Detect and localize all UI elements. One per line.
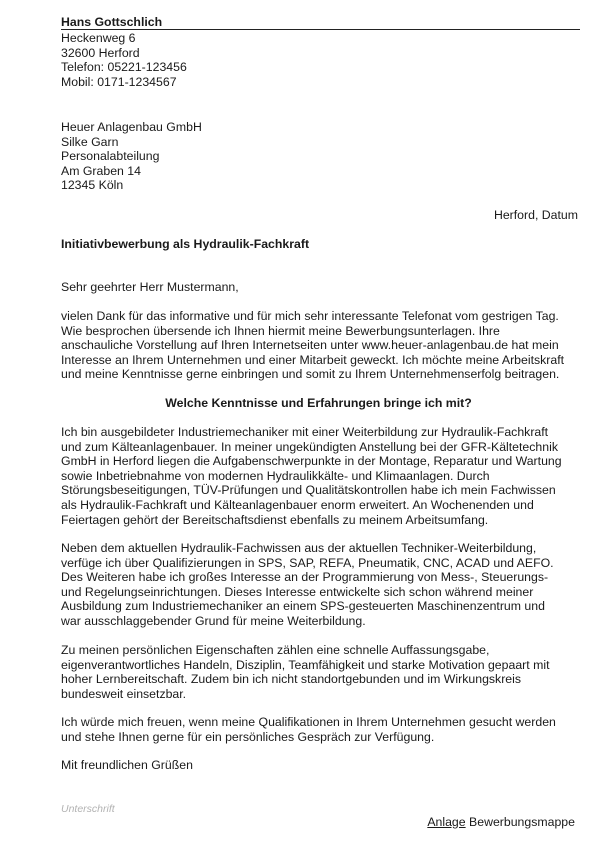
paragraph-line: Ich würde mich freuen, wenn meine Qualifikationen in Ihrem Unternehmen gesucht werden <box>61 715 556 729</box>
paragraph-line: Ich bin ausgebildeter Industriemechaniker mit einer Weiterbildung zur Hydraulik-Fachkraft <box>61 425 549 439</box>
paragraph-line: sowie Inbetriebnahme von modernen Hydraulikkälte- und Klimaanlagen. Durch <box>61 468 490 483</box>
paragraph-line: als Hydraulik-Fachkraft und Kälteanlagenbauer enorm erweitert. An Wochenenden und <box>61 497 534 512</box>
salutation-text: Sehr geehrter Herr Mustermann, <box>61 280 239 294</box>
intro-paragraph <box>61 309 581 382</box>
sender-city: 32600 Herford <box>61 45 140 60</box>
attachment-label: Anlage <box>427 815 466 829</box>
intro-line: und meine Kenntnisse gerne einbringen und somit zu Ihrem Unternehmenserfolg beitragen. <box>61 367 560 382</box>
attachment-text: Bewerbungsmappe <box>465 815 575 829</box>
paragraph-line: Störungsbeseitigungen, TÜV-Prüfungen und Qualitätskontrollen habe ich mein Fachwissen <box>61 483 556 498</box>
paragraph-line: Neben dem aktuellen Hydraulik-Fachwissen aus der aktuellen Techniker-Weiterbildung, <box>61 541 537 555</box>
sender-name: Hans Gottschlich <box>61 15 163 29</box>
greeting-text: Mit freundlichen Grüßen <box>61 758 193 772</box>
closing-paragraph <box>61 715 581 744</box>
paragraph-line: verfüge ich über Qualifizierungen in SPS, SAP, REFA, Pneumatik, CNC, ACAD und AEFO. <box>61 555 554 570</box>
sender-street: Heckenweg 6 <box>61 31 136 45</box>
intro-line: Interesse an Ihrem Unternehmen und einer Mitarbeit geweckt. Ich möchte meine Arbeitskraft <box>61 352 565 367</box>
personal-traits-paragraph <box>61 643 581 701</box>
paragraph-line: bundesweit einsetzbar. <box>61 686 187 701</box>
section-heading: Welche Kenntnisse und Erfahrungen bringe ich mit? <box>165 396 472 410</box>
greeting <box>61 758 581 773</box>
subject-line <box>61 237 581 252</box>
subject-text: Initiativbewerbung als Hydraulik-Fachkraft <box>61 237 310 251</box>
recipient-city: 12345 Köln <box>61 178 124 193</box>
signature-placeholder: Unterschrift <box>61 803 115 815</box>
recipient-company: Heuer Anlagenbau GmbH <box>61 120 202 134</box>
paragraph-line: Ausbildung zum Industriemechaniker an einem SPS-gesteuerten Maschinenzentrum und <box>61 599 545 614</box>
header-divider <box>61 29 580 30</box>
recipient-address <box>61 120 581 193</box>
paragraph-line: Feiertagen gehört der Bereitschaftsdienst ebenfalls zu meinem Arbeitsumfang. <box>61 512 489 527</box>
qualifications-paragraph <box>61 541 581 629</box>
intro-line: vielen Dank für das informative und für mich sehr interessante Telefonat vom gestrigen Tag. <box>61 309 559 323</box>
paragraph-line: und stehe Ihnen gerne für ein persönliches Gespräch zur Verfügung. <box>61 729 435 744</box>
paragraph-line: und Regelungseinrichtungen. Dieses Interesse entwickelte sich schon während meiner <box>61 584 534 599</box>
paragraph-line: GmbH in Herford liegen die Aufgabenschwerpunkte in der Montage, Reparatur und Wartung <box>61 454 562 469</box>
recipient-contact: Silke Garn <box>61 134 119 149</box>
experience-paragraph <box>61 425 581 527</box>
paragraph-line: hoher Lernbereitschaft. Zudem bin ich nicht standortgebunden und im Wirkungskreis <box>61 672 522 687</box>
paragraph-line: und zum Kälteanlagenbauer. In meiner ungekündigten Anstellung bei der GFR-Kältetechnik <box>61 439 558 454</box>
paragraph-line: Des Weiteren habe ich großes Interesse an der Programmierung von Mess-, Steuerungs- <box>61 570 549 585</box>
intro-line: anschauliche Vorstellung auf Ihren Internetseiten unter www.heuer-anlagenbau.de hat mein <box>61 338 559 353</box>
recipient-department: Personalabteilung <box>61 149 160 164</box>
paragraph-line: eigenverantwortliches Handeln, Disziplin, Teamfähigkeit und starke Motivation gepaart mit <box>61 657 550 672</box>
salutation <box>61 280 581 295</box>
sender-address <box>61 31 581 89</box>
sender-phone: Telefon: 05221-123456 <box>61 60 187 75</box>
letter-date: Herford, Datum <box>493 208 578 222</box>
sender-mobile: Mobil: 0171-1234567 <box>61 74 177 89</box>
intro-line: Wie besprochen übersende ich Ihnen hiermit meine Bewerbungsunterlagen. Ihre <box>61 323 500 338</box>
paragraph-line: Zu meinen persönlichen Eigenschaften zählen eine schnelle Auffassungsgabe, <box>61 643 490 657</box>
sender-block <box>61 15 581 30</box>
recipient-street: Am Graben 14 <box>61 163 141 178</box>
paragraph-line: war ausschlaggebender Grund für meine Weiterbildung. <box>61 613 366 628</box>
attachment-note <box>427 815 575 830</box>
